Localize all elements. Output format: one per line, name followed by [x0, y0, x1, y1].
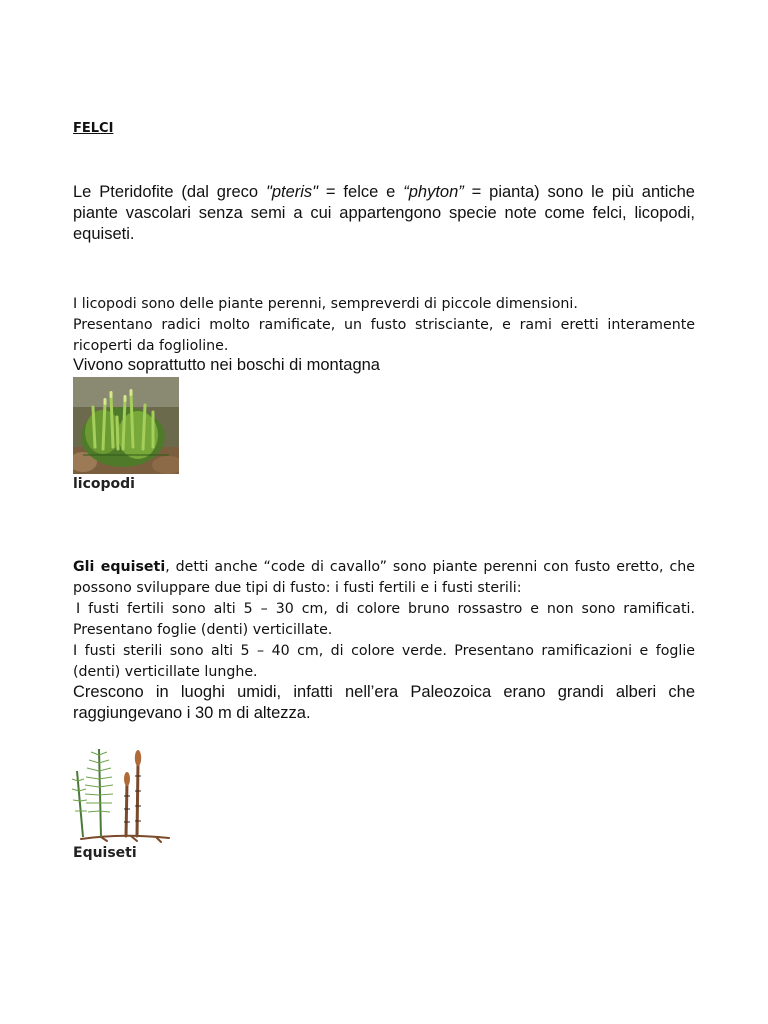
document-title: FELCI — [73, 121, 114, 136]
equiseti-caption: Equiseti — [73, 845, 137, 861]
intro-term-phyton: “phyton” — [403, 183, 464, 201]
equiseti-lead: Gli equiseti — [73, 559, 166, 575]
intro-text-5: = pianta) sono le più antiche piante vascolari senza semi a cui appartengono specie note come felci, licopodi, equiseti. — [73, 183, 695, 243]
licopodi-photo — [73, 377, 179, 474]
licopodi-sentence: I licopodi sono delle piante perenni, sempreverdi di piccole dimensioni. — [73, 296, 578, 312]
equiseti-habitat: Crescono in luoghi umidi, infatti nell’era Paleozoica erano grandi alberi che raggiungevano i 30 m di altezza. — [73, 683, 695, 722]
licopodi-caption: licopodi — [73, 476, 135, 492]
intro-text-3: = felce e — [318, 183, 404, 201]
licopodi-habitat: Vivono soprattutto nei boschi di montagna — [73, 356, 380, 374]
intro-text-1: Le Pteridofite (dal greco — [73, 183, 266, 201]
licopodi-paragraph — [73, 294, 695, 357]
intro-term-pteris: "pteris" — [265, 183, 319, 201]
intro-paragraph — [73, 182, 695, 245]
equiseti-intro — [73, 557, 695, 599]
equiseti-intro-rest: , detti anche “code di cavallo” sono piante perenni con fusto eretto, che possono sviluppare due tipi di fusto: i fusti fertili e i fusti sterili: — [73, 559, 695, 596]
licopodi-description: Presentano radici molto ramificate, un fusto strisciante, e rami eretti interamente ricoperti da foglioline. — [73, 317, 695, 354]
equiseti-paragraph — [73, 557, 695, 683]
equiseti-sterili: I fusti sterili sono alti 5 – 40 cm, di colore verde. Presentano ramificazioni e foglie (denti) verticillate lunghe. — [73, 643, 695, 680]
equiseti-fertili: I fusti fertili sono alti 5 – 30 cm, di colore bruno rossastro e non sono ramificati. Presentano foglie (denti) verticillate. — [73, 601, 695, 638]
equiseti-illustration — [71, 741, 173, 844]
